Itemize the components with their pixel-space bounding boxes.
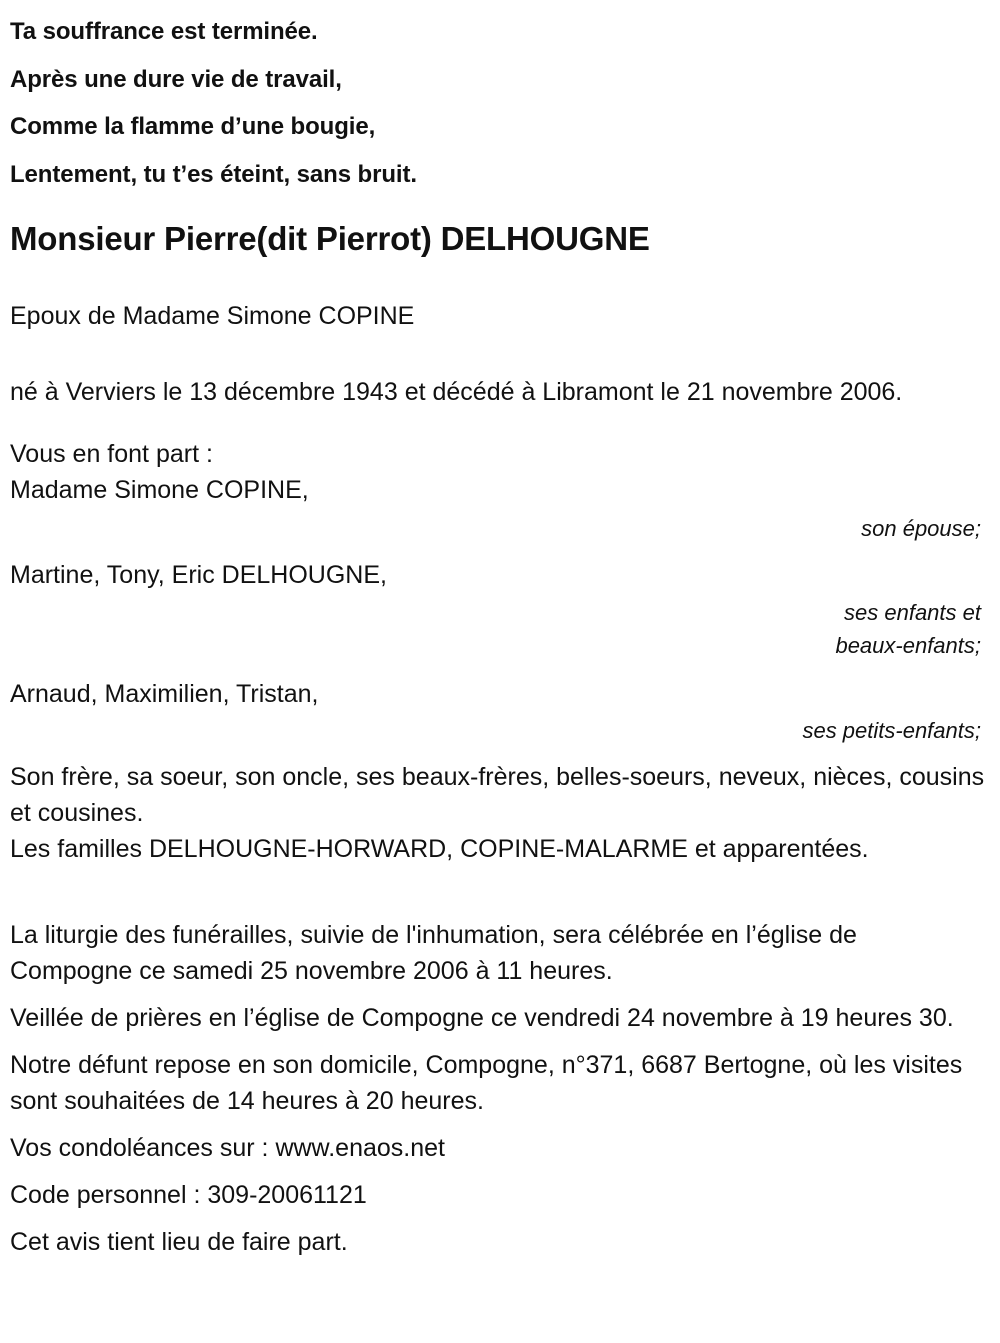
deceased-spouse-line: Epoux de Madame Simone COPINE — [10, 302, 415, 330]
relation-line: beaux-enfants; — [835, 633, 981, 658]
poem-line-1: Ta souffrance est terminée. — [10, 18, 318, 45]
announcement-intro: Vous en font part : — [10, 440, 213, 468]
repose-details: Notre défunt repose en son domicile, Compogne, n°371, 6687 Bertogne, où les visites sont souhaitées de 14 heures à 20 heures. — [10, 1051, 963, 1115]
service-details — [10, 917, 986, 1260]
poem-line-3: Comme la flamme d’une bougie, — [10, 113, 376, 140]
family-entry-children — [10, 557, 986, 662]
family-entry-spouse — [10, 472, 986, 545]
poem-line-2: Après une dure vie de travail, — [10, 65, 342, 93]
birth-death-details: né à Verviers le 13 décembre 1943 et décédé à Libramont le 21 novembre 2006. — [10, 378, 903, 406]
memorial-poem — [10, 8, 986, 198]
poem-line-4: Lentement, tu t’es éteint, sans bruit. — [10, 160, 417, 188]
condolences-line: Vos condoléances sur : www.enaos.net — [10, 1134, 445, 1162]
relation-line: ses petits-enfants; — [802, 718, 981, 743]
family-relation — [10, 596, 986, 662]
family-relation — [10, 714, 986, 747]
notice-footer: Cet avis tient lieu de faire part. — [10, 1228, 348, 1256]
relation-line: son épouse; — [861, 516, 981, 541]
personal-code: Code personnel : 309-20061121 — [10, 1181, 367, 1209]
family-list — [10, 472, 986, 747]
relation-line: ses enfants et — [844, 600, 981, 625]
relatives-paragraph: Son frère, sa soeur, son oncle, ses beaux-frères, belles-soeurs, neveux, nièces, cousins et cousines. — [10, 763, 985, 827]
liturgy-details: La liturgie des funérailles, suivie de l'inhumation, sera célébrée en l’église de Compogne ce samedi 25 novembre 2006 à 11 heures. — [10, 921, 857, 985]
families-paragraph: Les familles DELHOUGNE-HORWARD, COPINE-MALARME et apparentées. — [10, 835, 869, 863]
family-entry-grandchildren — [10, 676, 986, 747]
vigil-details: Veillée de prières en l’église de Compogne ce vendredi 24 novembre à 19 heures 30. — [10, 1004, 954, 1032]
family-names: Madame Simone COPINE, — [10, 476, 309, 504]
family-names: Arnaud, Maximilien, Tristan, — [10, 680, 319, 708]
deceased-name: Monsieur Pierre(dit Pierrot) DELHOUGNE — [10, 220, 650, 257]
family-relation — [10, 512, 986, 545]
family-names: Martine, Tony, Eric DELHOUGNE, — [10, 561, 387, 589]
